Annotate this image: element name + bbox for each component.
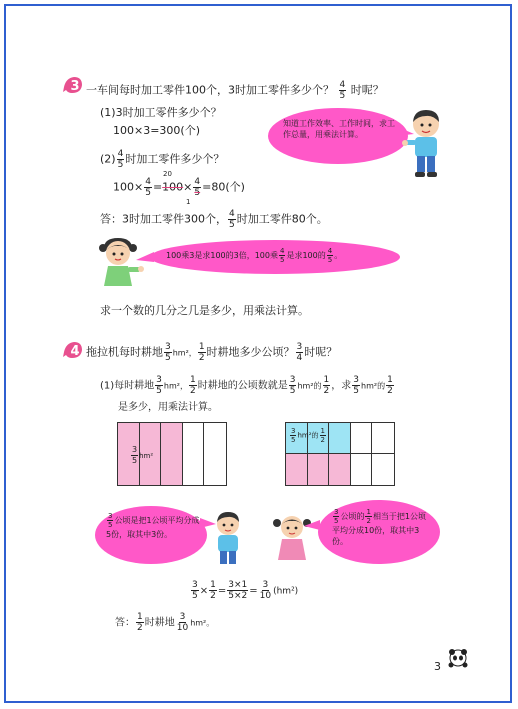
cancel-bottom: 1 xyxy=(186,198,191,206)
bubble-girl-text: 100乘3是求100的3倍，100乘 $\frac{4}{5}$ 是求100的 $\frac{4}{5}$ 。 xyxy=(166,247,343,264)
bubble-right-text: $\frac{3}{5}$ 公顷的 $\frac{1}{2}$ 相当于把1公顷平均分成10份，取其中3份。 xyxy=(332,508,427,546)
bubble-left-text: $\frac{3}{5}$ 公顷是把1公顷平均分成5份，取其中3份。 xyxy=(106,512,200,539)
grid2-label: $\frac{3}{5}$ hm²的 $\frac{1}{2}$ xyxy=(291,427,325,444)
example-3-question: 一车间每时加工零件100个，3时加工零件多少个？ $\frac{4}{5}$ 时呢？ xyxy=(86,80,384,101)
boy-illustration-2 xyxy=(208,510,248,570)
example-4-step-1: (1)每时耕地 $\frac{3}{5}$ hm²， $\frac{1}{2}$ 时耕地的公顷数就是 $\frac{3}{5}$ hm²的 $\frac{1}{2}$ ，求 $\frac{3}{5}$ hm²的 $\frac{1}{2}$ xyxy=(100,375,393,396)
girl-illustration xyxy=(98,236,144,294)
fraction: $\frac{4}{5}$ xyxy=(339,80,346,101)
example-3-badge xyxy=(62,75,84,95)
example-4-badge xyxy=(62,340,84,360)
bubble-boy-text: 知道工作效率、工作时间，求工作总量，用乘法计算。 xyxy=(283,119,395,139)
sub-question-2: (2) $\frac{4}{5}$ 时加工零件多少个？ xyxy=(100,149,225,170)
example-4-step-1-line2: 是多少，用乘法计算。 xyxy=(118,402,218,413)
bubble-tail xyxy=(136,252,154,264)
bubble-tail xyxy=(304,520,320,532)
cancel-top: 20 xyxy=(163,170,172,178)
summary-text: 求一个数的几分之几是多少，用乘法计算。 xyxy=(100,304,309,317)
boy-illustration xyxy=(402,108,448,180)
grid1-label: $\frac{3}{5}$ hm² xyxy=(132,445,154,465)
svg-text:4: 4 xyxy=(70,344,80,359)
example-3-answer: 答：3时加工零件300个， $\frac{4}{5}$ 时加工零件80个。 xyxy=(100,209,328,230)
panda-icon xyxy=(447,647,469,669)
calc-line-2: 100× $\frac{4}{5}$ =100× $\frac{4}{5}$ =80(个) xyxy=(113,177,245,198)
example-4-calculation: $\frac{3}{5}$ × $\frac{1}{2}$ = $\frac{3\times 1}{5\times 2}$ = $\frac{3}{10}$ (hm²) xyxy=(192,580,299,601)
grid2-half-line xyxy=(285,453,395,454)
sub-question-1: (1)3时加工零件多少个？ xyxy=(100,106,222,119)
example-4-answer: 答： $\frac{1}{2}$ 时耕地 $\frac{3}{10}$ hm²。 xyxy=(115,612,215,633)
svg-text:3: 3 xyxy=(70,79,80,94)
calc-line-1: 100×3=300(个) xyxy=(113,124,201,137)
page-number: 3 xyxy=(434,660,441,673)
example-4-question: 拖拉机每时耕地 $\frac{3}{5}$ hm²， $\frac{1}{2}$ 时耕地多少公顷？ $\frac{3}{4}$ 时呢？ xyxy=(86,342,338,363)
